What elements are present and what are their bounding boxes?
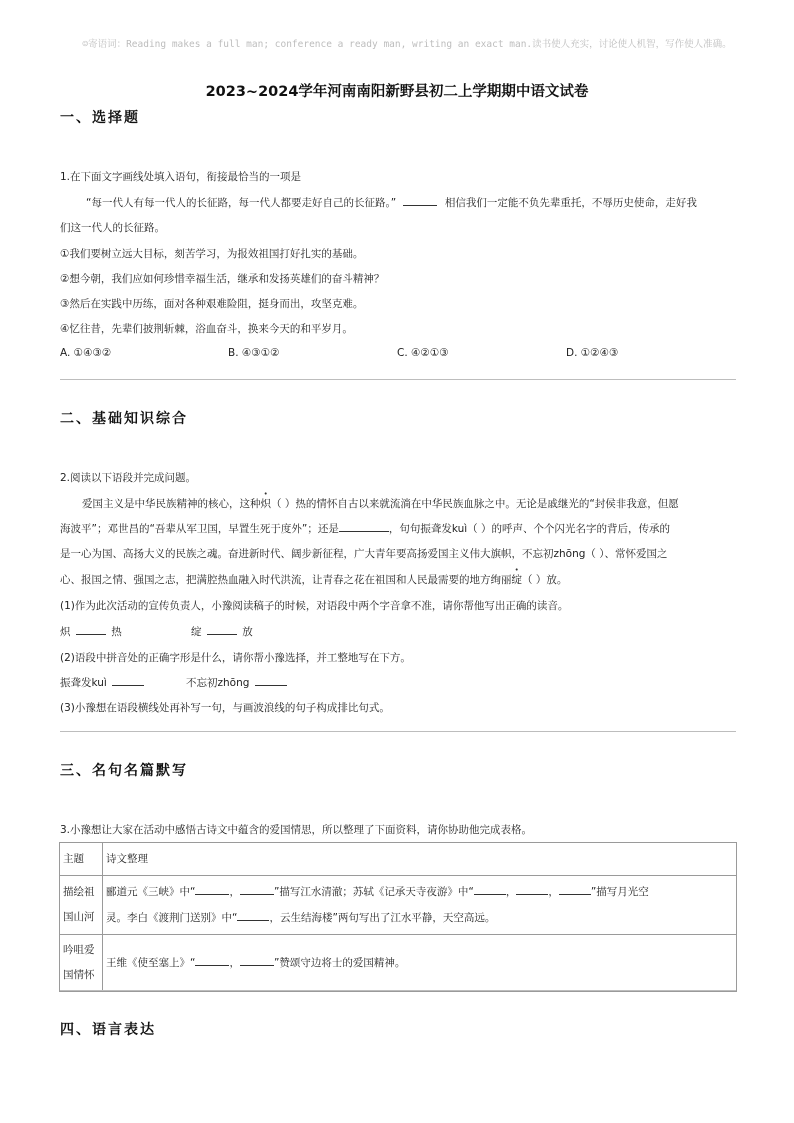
r1-blank-3[interactable] [474,884,506,895]
r1-text-a: 郦道元《三峡》中“ [106,886,196,898]
r1-blank-5[interactable] [559,884,591,895]
q2-pinyin-1-label: 振聋发kuì [60,677,107,689]
r1-comma-1: ， [229,886,240,898]
q2-line2-a: 海波平”；邓世昌的“吾辈从军卫国，早置生死于度外”；还是 [60,523,339,535]
q2-pinyin-1 [60,675,144,690]
q2-pinyin-blank-2[interactable] [255,675,287,686]
table-cell-topic-1: 描绘祖国山河 [60,876,103,935]
q2-dotted-char-2: 绽 [511,574,522,586]
section-heading-recitation: 三、名句名篇默写 [60,763,188,779]
q2-pinyin-blank-1[interactable] [112,675,144,686]
poem-table [59,842,737,992]
r2-blank-2[interactable] [240,955,274,966]
section-heading-expression: 四、语言表达 [60,1022,156,1038]
q2-line1-a: 爱国主义是中华民族精神的核心，这种 [82,498,261,510]
r1-blank-2[interactable] [240,884,274,895]
table-header-topic: 主题 [60,843,103,876]
section-heading-choice: 一、选择题 [60,110,140,126]
q1-stem: 1.在下面文字画线处填入语句，衔接最恰当的一项是 [60,171,302,183]
divider [60,379,736,380]
q2-stem: 2.阅读以下语段并完成问题。 [60,472,197,484]
q2-reading-blank-1[interactable] [76,624,106,635]
q2-line4 [60,572,567,587]
q1-sentence-3: ③然后在实践中历练，面对各种艰难险阻，挺身而出，攻坚克难。 [60,298,364,310]
q1-option-c[interactable]: C. ④②①③ [397,347,449,359]
r1-blank-4[interactable] [516,884,548,895]
q2-line4-a: 心、报国之情、强国之志，把满腔热血融入时代洪流，让青春之花在祖国和人民最需要的地方绚丽 [60,574,512,586]
q1-passage-line2: 们这一代人的长征路。 [60,222,165,234]
q2-sub3: (3)小豫想在语段横线处再补写一句，与画波浪线的句子构成排比句式。 [60,702,390,714]
q2-reading-2-a: 绽 [191,626,202,638]
q1-passage-line1 [86,195,697,210]
q2-line1-b: （ ）热的情怀自古以来就流淌在中华民族血脉之中。无论是戚继光的“封侯非我意，但愿 [271,498,679,510]
q2-line3: 是一心为国、高扬大义的民族之魂。奋进新时代、阔步新征程，广大青年要高扬爱国主义伟大旗帜，不忘初zhōng（ ）、常怀爱国之 [60,548,668,560]
q2-pinyin-2-label: 不忘初zhōng [186,677,250,689]
q1-sentence-2: ②想今朝，我们应如何珍惜幸福生活，继承和发扬英雄们的奋斗精神？ [60,273,385,285]
table-cell-content-1 [103,876,737,935]
divider [60,731,736,732]
table-row [60,935,737,992]
r1-comma-2: ， [505,886,517,898]
r1-text-b: ”描写江水清澈；苏轼《记承天寺夜游》中“ [273,886,474,898]
r1-blank-1[interactable] [195,884,229,895]
q2-line1 [82,496,679,511]
q2-line2 [60,521,670,536]
divider [60,990,736,991]
q2-reading-1-a: 炽 [60,626,71,638]
q1-sentence-4: ④忆往昔，先辈们披荆斩棘，浴血奋斗，换来今天的和平岁月。 [60,323,353,335]
header-note: ☺寄语词：Reading makes a full man; conference a ready man, writing an exact man.读书使人充实，讨论使人机智，写作使人准确。 [82,39,732,50]
q1-blank[interactable] [403,195,437,206]
q1-passage-a: “每一代人有每一代人的长征路，每一代人都要走好自己的长征路。” [86,197,397,209]
r2-blank-1[interactable] [195,955,229,966]
q1-passage-b: 相信我们一定能不负先辈重托，不辱历史使命，走好我 [444,197,697,209]
table-cell-topic-2: 吟咀爱国情怀 [60,935,103,992]
q2-reading-2 [191,624,253,639]
r2-comma: ， [229,957,240,969]
table-cell-content-2 [103,935,737,992]
q3-stem: 3.小豫想让大家在活动中感悟古诗文中蕴含的爱国情思，所以整理了下面资料，请你协助他完成表格。 [60,824,533,836]
r1-text-d: 灵。李白《渡荆门送别》中“ [106,912,238,924]
r1-text-c: ”描写月光空 [590,886,649,898]
q2-blank-sentence[interactable] [339,521,389,532]
q1-option-a[interactable]: A. ①④③② [60,347,112,359]
r1-text-e: ，云生结海楼”两句写出了江水平静，天空高远。 [269,912,496,924]
q2-reading-1 [60,624,122,639]
q1-option-d[interactable]: D. ①②④③ [566,347,619,359]
page-title: 2023~2024学年河南南阳新野县初二上学期期中语文试卷 [205,84,589,100]
table-row [60,876,737,935]
section-heading-basic: 二、基础知识综合 [60,411,188,427]
r1-blank-6[interactable] [237,910,269,921]
q1-option-b[interactable]: B. ④③①② [228,347,280,359]
q2-sub1: (1)作为此次活动的宣传负责人，小豫阅读稿子的时候，对语段中两个字音拿不准，请你帮他写出正确的读音。 [60,600,569,612]
table-header-content: 诗文整理 [103,843,737,876]
q2-reading-1-b: 热 [111,626,122,638]
r2-text-a: 王维《使至塞上》“ [106,957,196,969]
r2-text-b: ”赞颂守边将士的爱国精神。 [273,957,406,969]
q2-dotted-char-1: 炽 [260,498,271,510]
q2-pinyin-2 [186,675,287,690]
q2-reading-blank-2[interactable] [207,624,237,635]
q2-line4-b: （ ）放。 [522,574,568,586]
q2-line2-b: ，句句振聋发kuì（ ）的呼声、个个闪光名字的背后，传承的 [388,523,670,535]
q1-sentence-1: ①我们要树立远大目标，刻苦学习，为报效祖国打好扎实的基础。 [60,248,364,260]
r1-comma-3: ， [548,886,559,898]
table-row [60,843,737,876]
q2-reading-2-b: 放 [242,626,253,638]
q2-sub2: (2)语段中拼音处的正确字形是什么，请你帮小豫选择，并工整地写在下方。 [60,652,411,664]
